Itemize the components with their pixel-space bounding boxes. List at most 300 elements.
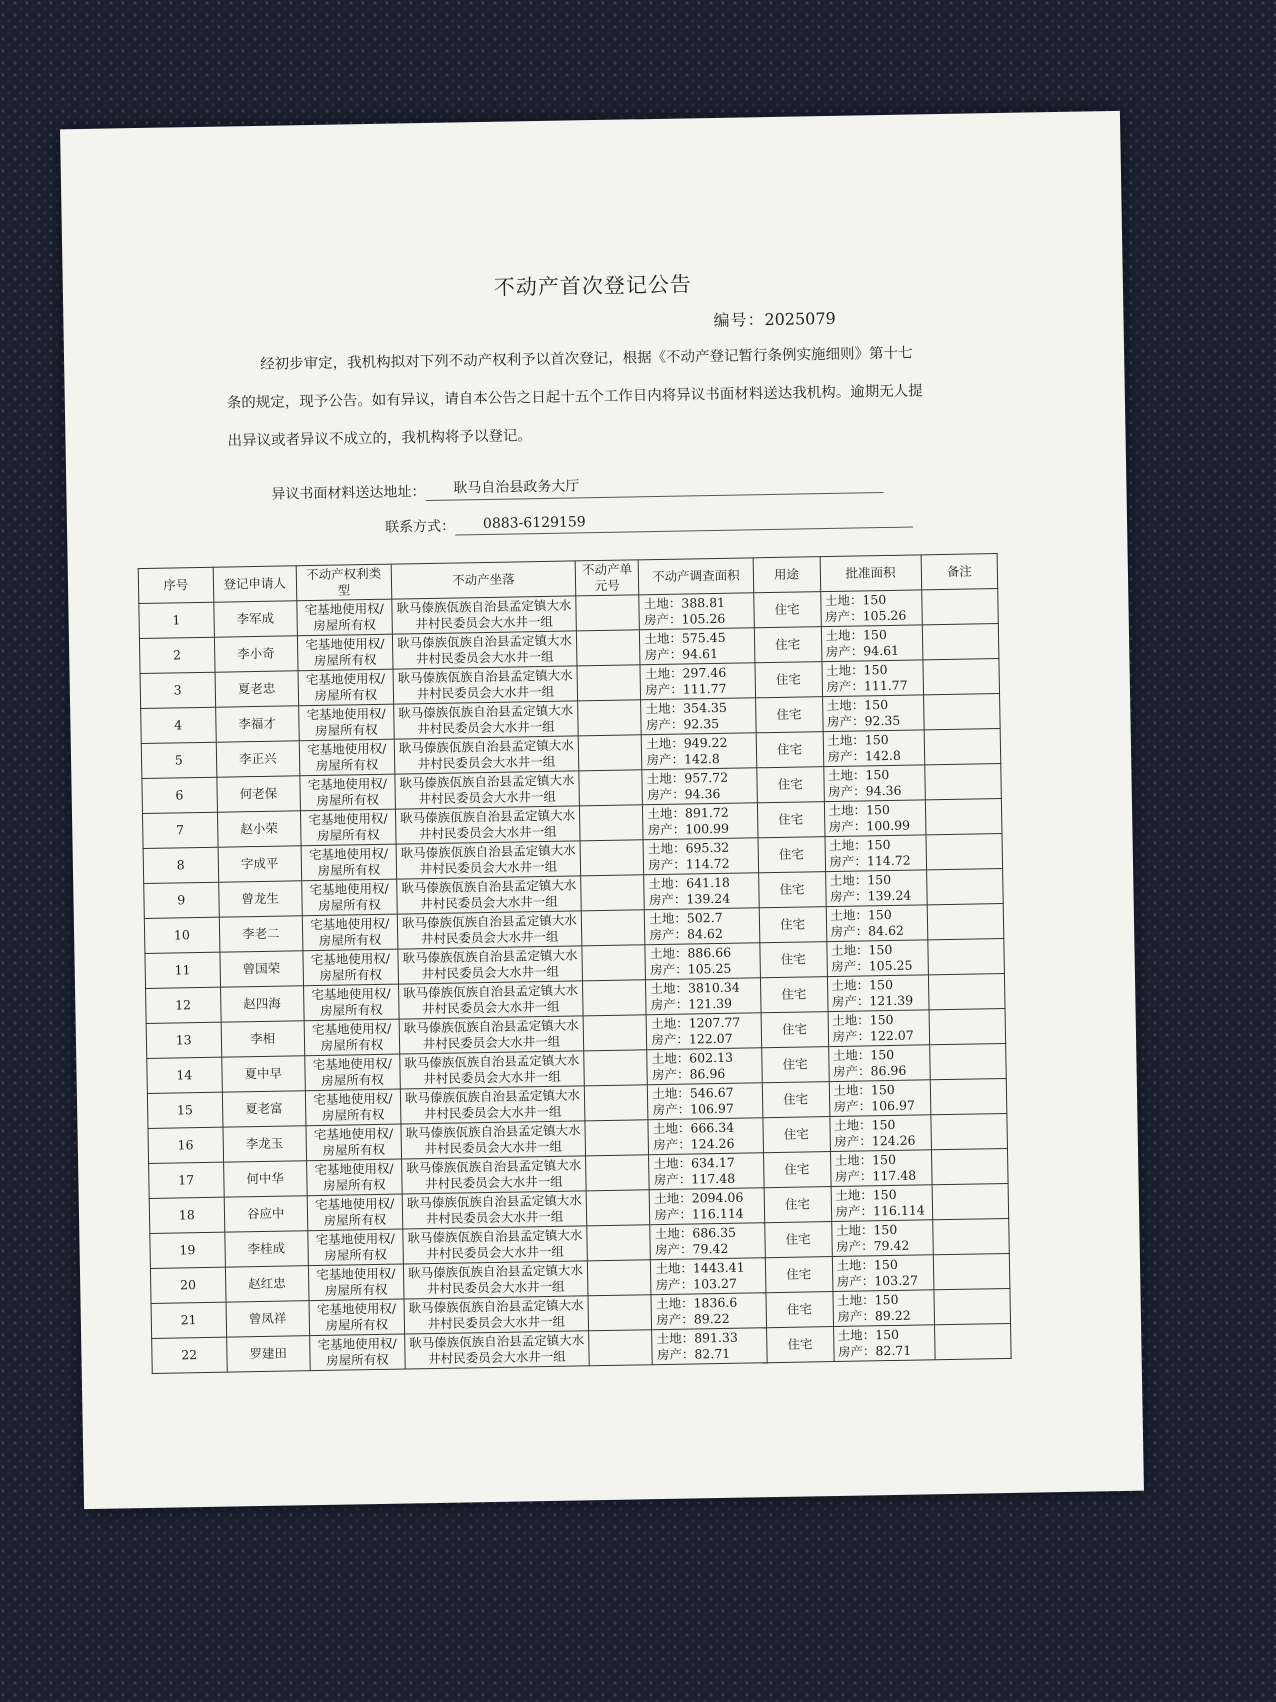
cell-survey-area (646, 1013, 761, 1050)
cell-right-type: 宅基地使用权/房屋所有权 (304, 1019, 399, 1056)
cell-approved-area (833, 1325, 935, 1362)
approved-house: 房产：142.8 (827, 747, 902, 765)
survey-land: 土地：891.72 (647, 804, 729, 822)
approved-house: 房产：103.27 (836, 1272, 919, 1289)
paragraph-line: 出异议或者异议不成立的，我机构将予以登记。 (227, 428, 533, 450)
survey-house: 房产：139.24 (648, 890, 731, 908)
cell-survey-area (652, 1328, 767, 1365)
header-note: 备注 (921, 554, 998, 590)
cell-survey-area (641, 698, 756, 735)
cell-unit-no (584, 1085, 648, 1121)
objection-address-value: 耿马自治县政务大厅 (425, 470, 883, 501)
cell-survey-area (648, 1083, 763, 1120)
cell-unit-no (586, 1190, 650, 1226)
cell-use: 住宅 (759, 907, 827, 943)
header-unit-no: 不动产单元号 (575, 560, 639, 596)
approved-house: 房产：105.25 (831, 957, 913, 975)
cell-unit-no (579, 770, 643, 806)
table-body (139, 589, 1011, 1374)
survey-house: 房产：124.26 (653, 1135, 735, 1153)
cell-use: 住宅 (755, 662, 823, 698)
cell-location: 耿马傣族佤族自治县孟定镇大水井村民委员会大水井一组 (398, 946, 583, 984)
approved-house: 房产：100.99 (828, 817, 911, 835)
cell-use: 住宅 (766, 1327, 834, 1363)
survey-land: 土地：1443.41 (655, 1259, 745, 1277)
approved-house: 房产：94.61 (825, 642, 900, 660)
header-applicant: 登记申请人 (213, 566, 297, 602)
cell-right-type: 宅基地使用权/房屋所有权 (300, 774, 395, 811)
cell-approved-area (832, 1290, 934, 1327)
cell-use: 住宅 (762, 1082, 830, 1118)
survey-house: 房产：94.61 (644, 645, 719, 663)
approved-house: 房产：94.36 (828, 782, 902, 800)
cell-unit-no (584, 1050, 648, 1086)
cell-use: 住宅 (757, 802, 825, 838)
cell-note (924, 729, 1001, 765)
approved-house: 房产：124.26 (834, 1132, 916, 1149)
cell-no: 18 (149, 1197, 224, 1233)
approved-land: 土地：150 (836, 1256, 898, 1273)
survey-house: 房产：82.71 (656, 1345, 731, 1363)
survey-house: 房产：79.42 (654, 1240, 729, 1258)
approved-land: 土地：150 (828, 801, 891, 819)
paragraph-line: 条的规定，现予公告。如有异议，请自本公告之日起十五个工作日内将异议书面材料送达我机构。逾期无人提 (226, 383, 923, 412)
cell-location: 耿马傣族佤族自治县孟定镇大水井村民委员会大水井一组 (396, 876, 581, 914)
cell-unit-no (578, 735, 642, 771)
cell-use: 住宅 (758, 837, 826, 873)
survey-house: 房产：84.62 (649, 925, 723, 943)
cell-note (928, 939, 1005, 975)
cell-location: 耿马傣族佤族自治县孟定镇大水井村民委员会大水井一组 (397, 911, 582, 949)
cell-applicant: 夏老忠 (215, 671, 299, 707)
cell-right-type: 宅基地使用权/房屋所有权 (306, 1124, 401, 1161)
cell-note (934, 1323, 1011, 1359)
approved-house: 房产：92.35 (826, 712, 901, 730)
cell-location: 耿马傣族佤族自治县孟定镇大水井村民委员会大水井一组 (399, 1051, 584, 1089)
cell-location: 耿马傣族佤族自治县孟定镇大水井村民委员会大水井一组 (404, 1331, 589, 1369)
notice-number-value: 2025079 (764, 308, 836, 330)
cell-survey-area (643, 803, 758, 840)
cell-survey-area (649, 1153, 764, 1190)
survey-land: 土地：891.33 (656, 1329, 738, 1347)
cell-note (922, 624, 999, 660)
cell-applicant: 李小奇 (214, 636, 298, 672)
cell-right-type: 宅基地使用权/房屋所有权 (297, 599, 392, 636)
cell-survey-area (639, 593, 754, 630)
cell-right-type: 宅基地使用权/房屋所有权 (308, 1229, 403, 1266)
cell-survey-area (645, 943, 760, 980)
header-survey-area: 不动产调查面积 (639, 558, 754, 595)
cell-unit-no (583, 980, 647, 1016)
cell-unit-no (580, 840, 644, 876)
cell-right-type: 宅基地使用权/房屋所有权 (307, 1194, 402, 1231)
cell-location: 耿马傣族佤族自治县孟定镇大水井村民委员会大水井一组 (396, 841, 581, 879)
cell-applicant: 夏中早 (221, 1056, 305, 1092)
cell-right-type: 宅基地使用权/房屋所有权 (297, 634, 392, 671)
approved-land: 土地：150 (835, 1186, 897, 1203)
cell-note (929, 1008, 1006, 1044)
cell-applicant: 李军成 (213, 601, 297, 637)
approved-house: 房产：79.42 (836, 1237, 910, 1254)
cell-use: 住宅 (759, 942, 827, 978)
approved-house: 房产：139.24 (829, 887, 912, 905)
approved-house: 房产：114.72 (829, 852, 911, 870)
survey-land: 土地：686.35 (654, 1224, 737, 1242)
cell-applicant: 曾国荣 (219, 951, 303, 987)
cell-use: 住宅 (764, 1222, 832, 1258)
approved-house: 房产：86.96 (832, 1062, 907, 1080)
cell-survey-area (643, 838, 758, 875)
approved-land: 土地：150 (832, 1046, 895, 1064)
approved-house: 房产：106.97 (833, 1097, 916, 1115)
approved-land: 土地：150 (829, 836, 891, 854)
cell-approved-area (824, 800, 926, 837)
cell-right-type: 宅基地使用权/房屋所有权 (299, 739, 394, 776)
cell-no: 6 (142, 777, 217, 813)
cell-survey-area (650, 1188, 765, 1225)
cell-survey-area (642, 733, 757, 770)
cell-note (931, 1113, 1008, 1149)
cell-applicant: 李福才 (215, 706, 299, 742)
survey-land: 土地：297.46 (644, 664, 727, 682)
cell-approved-area (831, 1185, 933, 1222)
cell-applicant: 李老二 (219, 916, 303, 952)
cell-location: 耿马傣族佤族自治县孟定镇大水井村民委员会大水井一组 (392, 596, 577, 634)
survey-land: 土地：666.34 (652, 1119, 735, 1137)
survey-land: 土地：354.35 (645, 699, 727, 717)
cell-right-type: 宅基地使用权/房屋所有权 (309, 1299, 404, 1336)
approved-house: 房产：111.77 (826, 677, 908, 695)
cell-no: 21 (151, 1302, 226, 1338)
cell-note (933, 1218, 1010, 1254)
survey-house: 房产：122.07 (651, 1030, 733, 1048)
cell-survey-area (640, 663, 755, 700)
contact-label: 联系方式： (384, 518, 456, 536)
cell-note (930, 1078, 1007, 1114)
survey-land: 土地：2094.06 (654, 1189, 744, 1207)
cell-survey-area (651, 1258, 766, 1295)
header-approved-area: 批准面积 (820, 555, 922, 592)
survey-land: 土地：641.18 (648, 874, 731, 892)
survey-land: 土地：3810.34 (650, 979, 740, 997)
cell-right-type: 宅基地使用权/房屋所有权 (310, 1334, 405, 1371)
cell-approved-area (829, 1115, 931, 1152)
cell-unit-no (581, 875, 645, 911)
approved-house: 房产：116.114 (835, 1202, 925, 1219)
approved-land: 土地：150 (825, 627, 887, 644)
cell-use: 住宅 (754, 627, 822, 663)
cell-right-type: 宅基地使用权/房屋所有权 (302, 914, 397, 951)
cell-location: 耿马傣族佤族自治县孟定镇大水井村民委员会大水井一组 (403, 1226, 588, 1264)
survey-land: 土地：1836.6 (655, 1294, 738, 1312)
cell-location: 耿马傣族佤族自治县孟定镇大水井村民委员会大水井一组 (402, 1191, 587, 1229)
cell-applicant: 字成平 (218, 846, 302, 882)
contact-value: 0883-6129159 (455, 509, 913, 536)
cell-applicant: 赵红忠 (225, 1266, 309, 1302)
notice-paragraph (226, 334, 928, 460)
survey-house: 房产：86.96 (651, 1065, 726, 1083)
header-use: 用途 (753, 557, 821, 593)
cell-applicant: 李龙玉 (223, 1126, 307, 1162)
cell-approved-area (824, 835, 926, 872)
approved-land: 土地：150 (824, 592, 887, 609)
approved-land: 土地：150 (836, 1291, 899, 1308)
cell-approved-area (823, 730, 925, 767)
approved-house: 房产：122.07 (832, 1027, 914, 1045)
cell-right-type: 宅基地使用权/房屋所有权 (299, 704, 394, 741)
cell-right-type: 宅基地使用权/房屋所有权 (303, 949, 398, 986)
cell-note (926, 834, 1003, 870)
cell-applicant: 李相 (221, 1021, 305, 1057)
survey-land: 土地：886.66 (649, 944, 732, 962)
cell-survey-area (647, 1048, 762, 1085)
cell-no: 4 (141, 707, 216, 743)
cell-note (933, 1253, 1010, 1289)
cell-right-type: 宅基地使用权/房屋所有权 (303, 984, 398, 1021)
cell-approved-area (832, 1255, 934, 1292)
cell-note (929, 1043, 1006, 1079)
cell-applicant: 赵四海 (220, 986, 304, 1022)
cell-no: 2 (139, 637, 214, 673)
cell-location: 耿马傣族佤族自治县孟定镇大水井村民委员会大水井一组 (404, 1296, 589, 1334)
cell-applicant: 赵小荣 (217, 811, 301, 847)
cell-applicant: 谷应中 (224, 1196, 308, 1232)
survey-house: 房产：106.97 (652, 1100, 734, 1118)
cell-right-type: 宅基地使用权/房屋所有权 (305, 1054, 400, 1091)
cell-location: 耿马傣族佤族自治县孟定镇大水井村民委员会大水井一组 (394, 736, 579, 774)
cell-approved-area (827, 975, 929, 1012)
cell-right-type: 宅基地使用权/房屋所有权 (301, 844, 396, 881)
cell-no: 7 (142, 812, 217, 848)
survey-house: 房产：105.25 (650, 960, 732, 978)
cell-note (931, 1148, 1008, 1184)
approved-house: 房产：117.48 (834, 1167, 917, 1184)
cell-location: 耿马傣族佤族自治县孟定镇大水井村民委员会大水井一组 (395, 771, 580, 809)
cell-survey-area (646, 978, 761, 1015)
cell-no: 14 (147, 1057, 222, 1093)
cell-unit-no (577, 665, 641, 701)
cell-unit-no (576, 595, 640, 631)
contact-row (385, 508, 913, 537)
cell-right-type: 宅基地使用权/房屋所有权 (308, 1264, 403, 1301)
cell-applicant: 罗建田 (226, 1336, 310, 1372)
cell-approved-area (831, 1220, 933, 1257)
cell-use: 住宅 (753, 592, 821, 628)
approved-land: 土地：150 (827, 731, 889, 749)
cell-use: 住宅 (762, 1117, 830, 1153)
survey-house: 房产：89.22 (656, 1310, 730, 1328)
cell-use: 住宅 (766, 1292, 834, 1328)
approved-land: 土地：150 (834, 1151, 897, 1168)
approved-house: 房产：105.26 (825, 607, 907, 625)
header-no: 序号 (138, 567, 213, 603)
cell-use: 住宅 (755, 697, 823, 733)
cell-no: 3 (140, 672, 215, 708)
approved-land: 土地：150 (830, 906, 892, 924)
survey-house: 房产：103.27 (655, 1275, 738, 1293)
cell-no: 8 (143, 847, 218, 883)
survey-land: 土地：388.81 (643, 594, 726, 612)
notice-number-label: 编号： (713, 310, 765, 330)
cell-unit-no (580, 805, 644, 841)
cell-no: 11 (145, 952, 220, 988)
approved-land: 土地：150 (832, 1011, 894, 1029)
cell-survey-area (651, 1293, 766, 1330)
cell-approved-area (830, 1150, 932, 1187)
cell-note (926, 869, 1003, 905)
approved-house: 房产：84.62 (830, 922, 905, 940)
survey-house: 房产：94.36 (646, 785, 721, 803)
survey-house: 房产：105.26 (643, 610, 726, 628)
approved-land: 土地：150 (833, 1116, 896, 1133)
cell-no: 5 (141, 742, 216, 778)
cell-use: 住宅 (765, 1257, 833, 1293)
survey-house: 房产：92.35 (645, 715, 720, 733)
survey-house: 房产：121.39 (650, 995, 733, 1013)
cell-unit-no (578, 700, 642, 736)
cell-location: 耿马傣族佤族自治县孟定镇大水井村民委员会大水井一组 (403, 1261, 588, 1299)
cell-location: 耿马傣族佤族自治县孟定镇大水井村民委员会大水井一组 (401, 1156, 586, 1194)
cell-approved-area (821, 660, 923, 697)
objection-address-label: 异议书面材料送达地址： (271, 484, 426, 503)
notice-number (713, 306, 836, 331)
cell-note (934, 1288, 1011, 1324)
survey-house: 房产：117.48 (653, 1170, 736, 1188)
cell-note (928, 974, 1005, 1010)
cell-no: 22 (152, 1337, 227, 1373)
approved-land: 土地：150 (833, 1081, 895, 1099)
cell-use: 住宅 (756, 767, 824, 803)
header-right-type: 不动产权利类型 (296, 564, 391, 601)
cell-use: 住宅 (756, 732, 824, 768)
cell-location: 耿马傣族佤族自治县孟定镇大水井村民委员会大水井一组 (398, 981, 583, 1019)
cell-location: 耿马傣族佤族自治县孟定镇大水井村民委员会大水井一组 (393, 701, 578, 739)
survey-house: 房产：114.72 (648, 855, 730, 873)
cell-survey-area (648, 1118, 763, 1155)
cell-use: 住宅 (758, 872, 826, 908)
paragraph-line: 经初步审定，我机构拟对下列不动产权利予以首次登记，根据《不动产登记暂行条例实施细则》第十七 (260, 345, 913, 373)
cell-note (922, 589, 999, 625)
survey-house: 房产：116.114 (654, 1205, 744, 1223)
cell-note (923, 659, 1000, 695)
cell-unit-no (589, 1330, 653, 1366)
cell-unit-no (582, 945, 646, 981)
cell-survey-area (642, 768, 757, 805)
cell-no: 17 (149, 1162, 224, 1198)
approved-land: 土地：150 (827, 766, 890, 784)
survey-land: 土地：546.67 (652, 1084, 734, 1102)
cell-right-type: 宅基地使用权/房屋所有权 (302, 879, 397, 916)
cell-no: 20 (150, 1267, 225, 1303)
cell-unit-no (581, 910, 645, 946)
notice-title: 不动产首次登记公告 (493, 272, 693, 300)
cell-note (923, 694, 1000, 730)
notice-paper (60, 111, 1144, 1509)
survey-house: 房产：142.8 (646, 750, 720, 768)
cell-applicant: 何中华 (223, 1161, 307, 1197)
approved-land: 土地：150 (837, 1326, 900, 1343)
cell-applicant: 曾龙生 (218, 881, 302, 917)
cell-no: 15 (147, 1092, 222, 1128)
cell-location: 耿马傣族佤族自治县孟定镇大水井村民委员会大水井一组 (395, 806, 580, 844)
cell-survey-area (640, 628, 755, 665)
cell-note (927, 904, 1004, 940)
cell-applicant: 何老保 (216, 776, 300, 812)
cell-use: 住宅 (764, 1187, 832, 1223)
approved-land: 土地：150 (835, 1221, 898, 1238)
cell-approved-area (820, 590, 922, 627)
survey-land: 土地：575.45 (644, 629, 726, 647)
survey-land: 土地：634.17 (653, 1154, 735, 1172)
cell-no: 16 (148, 1127, 223, 1163)
cell-survey-area (650, 1223, 765, 1260)
registration-table (138, 553, 1012, 1374)
cell-unit-no (588, 1295, 652, 1331)
cell-applicant: 李桂成 (224, 1231, 308, 1267)
cell-note (925, 799, 1002, 835)
survey-house: 房产：100.99 (647, 820, 730, 838)
cell-applicant: 李正兴 (216, 741, 300, 777)
cell-approved-area (828, 1045, 930, 1082)
approved-land: 土地：150 (829, 871, 892, 889)
approved-land: 土地：150 (826, 696, 889, 714)
cell-use: 住宅 (761, 1047, 829, 1083)
cell-unit-no (583, 1015, 647, 1051)
cell-note (932, 1183, 1009, 1219)
cell-location: 耿马傣族佤族自治县孟定镇大水井村民委员会大水井一组 (400, 1086, 585, 1124)
cell-no: 13 (146, 1022, 221, 1058)
survey-land: 土地：1207.77 (650, 1014, 741, 1032)
cell-no: 1 (139, 602, 214, 638)
cell-unit-no (577, 630, 641, 666)
cell-location: 耿马傣族佤族自治县孟定镇大水井村民委员会大水井一组 (399, 1016, 584, 1054)
cell-approved-area (826, 905, 928, 942)
approved-house: 房产：82.71 (837, 1342, 912, 1359)
cell-right-type: 宅基地使用权/房屋所有权 (300, 809, 395, 846)
cell-unit-no (588, 1260, 652, 1296)
cell-right-type: 宅基地使用权/房屋所有权 (298, 669, 393, 706)
survey-land: 土地：949.22 (646, 734, 728, 752)
cell-use: 住宅 (760, 977, 828, 1013)
cell-approved-area (825, 870, 927, 907)
cell-location: 耿马傣族佤族自治县孟定镇大水井村民委员会大水井一组 (401, 1121, 586, 1159)
cell-survey-area (645, 908, 760, 945)
approved-land: 土地：150 (825, 661, 888, 679)
approved-land: 土地：150 (831, 976, 894, 994)
survey-land: 土地：957.72 (646, 769, 729, 787)
survey-house: 房产：111.77 (645, 680, 727, 698)
approved-house: 房产：89.22 (837, 1307, 911, 1324)
cell-unit-no (585, 1120, 649, 1156)
cell-survey-area (644, 873, 759, 910)
cell-applicant: 曾凤祥 (226, 1301, 310, 1337)
cell-approved-area (821, 625, 923, 662)
approved-house: 房产：121.39 (831, 992, 914, 1010)
cell-approved-area (822, 695, 924, 732)
cell-no: 12 (146, 987, 221, 1023)
header-location: 不动产坐落 (391, 561, 576, 599)
cell-no: 10 (144, 917, 219, 953)
cell-note (925, 764, 1002, 800)
cell-location: 耿马傣族佤族自治县孟定镇大水井村民委员会大水井一组 (392, 631, 577, 669)
cell-right-type: 宅基地使用权/房屋所有权 (305, 1089, 400, 1126)
cell-approved-area (826, 940, 928, 977)
cell-approved-area (823, 765, 925, 802)
approved-land: 土地：150 (830, 941, 893, 959)
cell-unit-no (587, 1225, 651, 1261)
cell-approved-area (828, 1010, 930, 1047)
objection-address-row (271, 470, 883, 504)
